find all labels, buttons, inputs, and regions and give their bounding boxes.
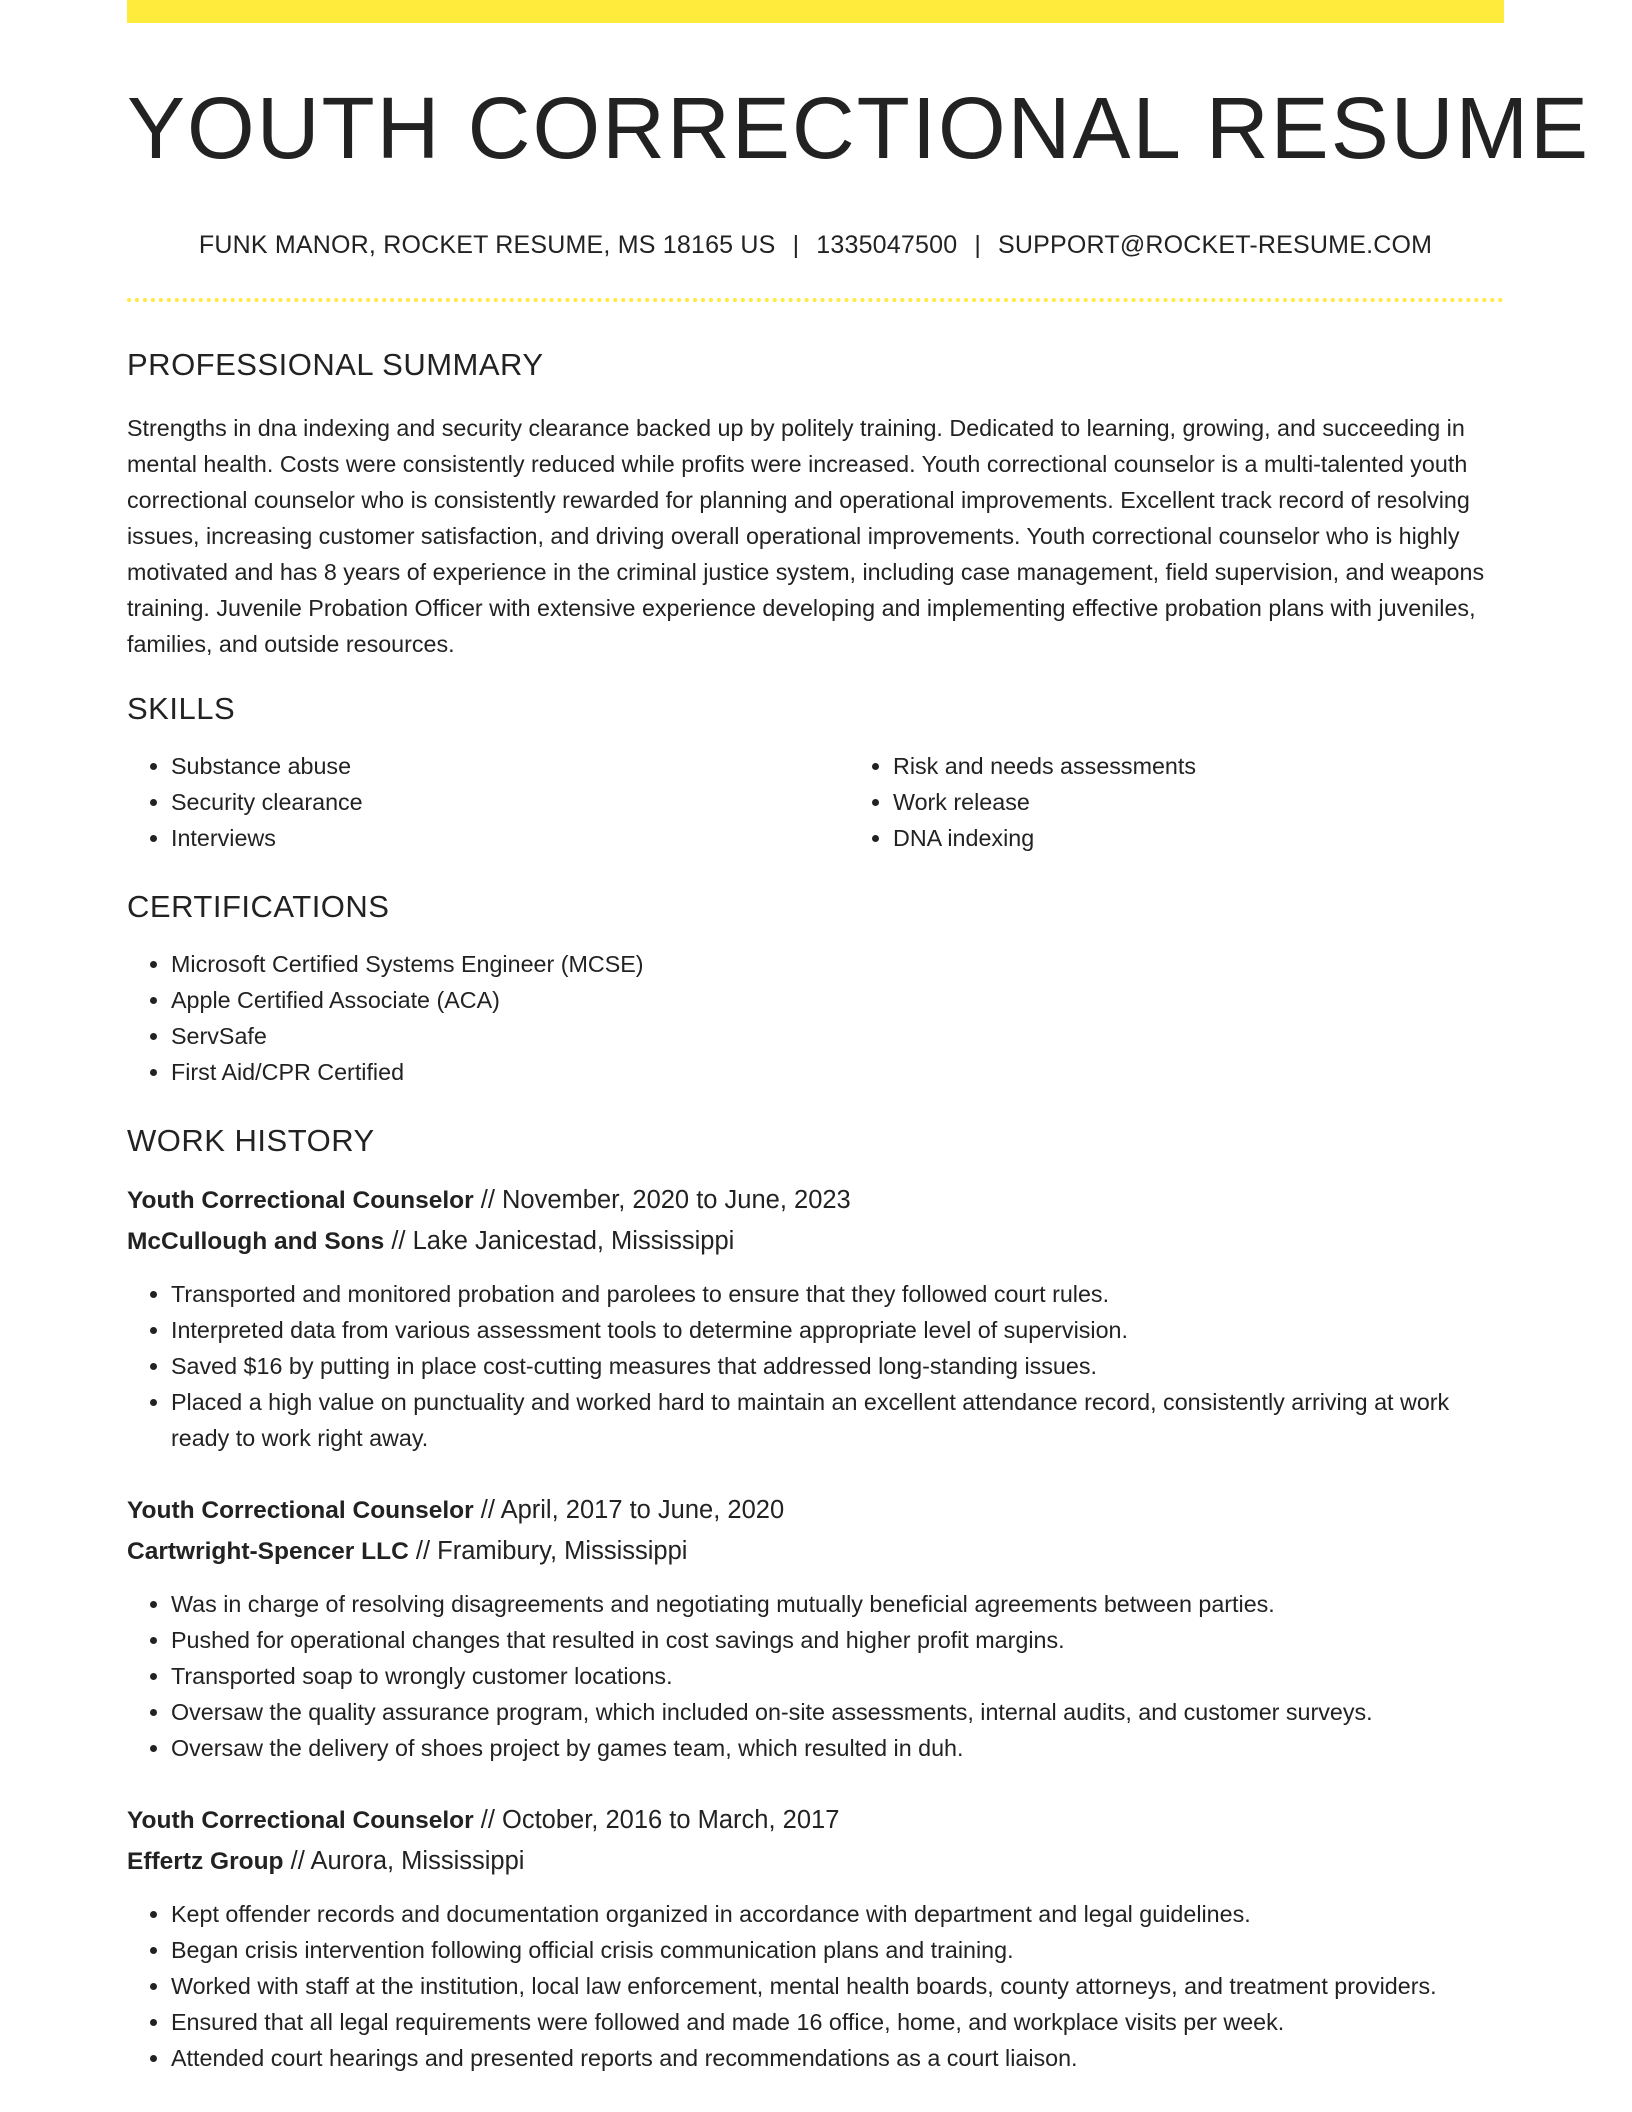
certification-item: • Apple Certified Associate (ACA)	[171, 982, 1504, 1018]
job-company: McCullough and Sons	[127, 1228, 385, 1256]
job-entry	[127, 1490, 1504, 1766]
job-bullet: • Interpreted data from various assessment tools to determine appropriate level of supervision.	[171, 1312, 1504, 1348]
contact-phone: 1335047500	[816, 230, 958, 259]
job-bullet: • Saved $16 by putting in place cost-cutting measures that addressed long-standing issues.	[171, 1348, 1504, 1384]
certification-item: • First Aid/CPR Certified	[171, 1054, 1504, 1090]
skills-section	[127, 692, 1504, 856]
job-bullet: • Began crisis intervention following official crisis communication plans and training.	[171, 1932, 1504, 1968]
job-bullets	[127, 1276, 1504, 1456]
job-bullet: • Ensured that all legal requirements were followed and made 16 office, home, and workplace visits per week.	[171, 2004, 1504, 2040]
skill-item: • Risk and needs assessments	[893, 748, 1571, 784]
skill-item: • DNA indexing	[893, 820, 1571, 856]
job-company-line	[127, 1531, 1504, 1572]
job-entry	[127, 1180, 1504, 1456]
certification-item: • Microsoft Certified Systems Engineer (MCSE)	[171, 946, 1504, 982]
skills-heading: SKILLS	[127, 690, 236, 726]
job-bullet: • Attended court hearings and presented reports and recommendations as a court liaison.	[171, 2040, 1504, 2076]
job-company-line	[127, 1841, 1504, 1882]
job-company-line	[127, 1221, 1504, 1262]
job-bullet: • Placed a high value on punctuality and worked hard to maintain an excellent attendance record, consistently arriving at work ready to work right away.	[171, 1384, 1504, 1456]
skill-item: • Interviews	[171, 820, 849, 856]
job-location: // Aurora, Mississippi	[283, 1847, 525, 1876]
certifications-list	[127, 946, 1504, 1090]
job-dates: // April, 2017 to June, 2020	[473, 1496, 785, 1525]
job-bullet: • Kept offender records and documentation organized in accordance with department and legal guidelines.	[171, 1896, 1504, 1932]
work-history-heading: WORK HISTORY	[127, 1122, 375, 1158]
contact-line	[127, 231, 1504, 260]
contact-separator: |	[974, 230, 982, 259]
job-bullet: • Transported and monitored probation and parolees to ensure that they followed court rules.	[171, 1276, 1504, 1312]
job-bullet: • Pushed for operational changes that resulted in cost savings and higher profit margins.	[171, 1622, 1504, 1658]
job-dates: // October, 2016 to March, 2017	[473, 1806, 840, 1835]
job-title: Youth Correctional Counselor	[127, 1807, 474, 1835]
job-dates: // November, 2020 to June, 2023	[473, 1186, 851, 1215]
job-bullets	[127, 1586, 1504, 1766]
job-company: Effertz Group	[127, 1848, 284, 1876]
job-location: // Framibury, Mississippi	[408, 1537, 688, 1566]
resume-page	[127, 0, 1591, 2076]
job-bullet: • Worked with staff at the institution, local law enforcement, mental health boards, county attorneys, and treatment providers.	[171, 1968, 1504, 2004]
job-bullet: • Oversaw the delivery of shoes project by games team, which resulted in duh.	[171, 1730, 1504, 1766]
job-title: Youth Correctional Counselor	[127, 1497, 474, 1525]
job-title-line	[127, 1490, 1504, 1531]
skills-list-right	[849, 748, 1571, 856]
certifications-section	[127, 890, 1504, 1090]
skill-item: • Substance abuse	[171, 748, 849, 784]
summary-text: Strengths in dna indexing and security clearance backed up by politely training. Dedicated to learning, growing, and succeeding in mental health. Costs were consistently reduced while profits were increased. Youth correctional counselor is a multi-talented youth correctional counselor who is consistently rewarded for planning and operational improvements. Excellent track record of resolving issues, increasing customer satisfaction, and driving overall operational improvements. Youth correctional counselor who is highly motivated and has 8 years of experience in the criminal justice system, including case management, field supervision, and weapons training. Juvenile Probation Officer with extensive experience developing and implementing effective probation plans with juveniles, families, and outside resources.	[127, 414, 1485, 657]
work-history-section	[127, 1124, 1504, 2076]
certifications-heading: CERTIFICATIONS	[127, 888, 390, 924]
job-title-line	[127, 1180, 1504, 1221]
job-title: Youth Correctional Counselor	[127, 1187, 474, 1215]
job-bullet: • Transported soap to wrongly customer locations.	[171, 1658, 1504, 1694]
contact-address: FUNK MANOR, ROCKET RESUME, MS 18165 US	[198, 230, 776, 259]
dotted-divider	[127, 298, 1504, 302]
summary-heading: PROFESSIONAL SUMMARY	[127, 346, 544, 382]
skills-grid	[127, 748, 1504, 856]
skills-list-left	[127, 748, 849, 856]
resume-title: YOUTH CORRECTIONAL RESUME	[127, 80, 1591, 177]
job-entry	[127, 1800, 1504, 2076]
job-bullets	[127, 1896, 1504, 2076]
contact-separator: |	[792, 230, 800, 259]
accent-top-bar	[127, 0, 1504, 23]
job-location: // Lake Janicestad, Mississippi	[384, 1227, 735, 1256]
skill-item: • Security clearance	[171, 784, 849, 820]
job-bullet: • Was in charge of resolving disagreements and negotiating mutually beneficial agreements between parties.	[171, 1586, 1504, 1622]
contact-email: SUPPORT@ROCKET-RESUME.COM	[998, 230, 1433, 259]
skill-item: • Work release	[893, 784, 1571, 820]
certification-item: • ServSafe	[171, 1018, 1504, 1054]
job-company: Cartwright-Spencer LLC	[127, 1538, 409, 1566]
job-title-line	[127, 1800, 1504, 1841]
job-bullet: • Oversaw the quality assurance program, which included on-site assessments, internal audits, and customer surveys.	[171, 1694, 1504, 1730]
summary-section	[127, 348, 1504, 662]
